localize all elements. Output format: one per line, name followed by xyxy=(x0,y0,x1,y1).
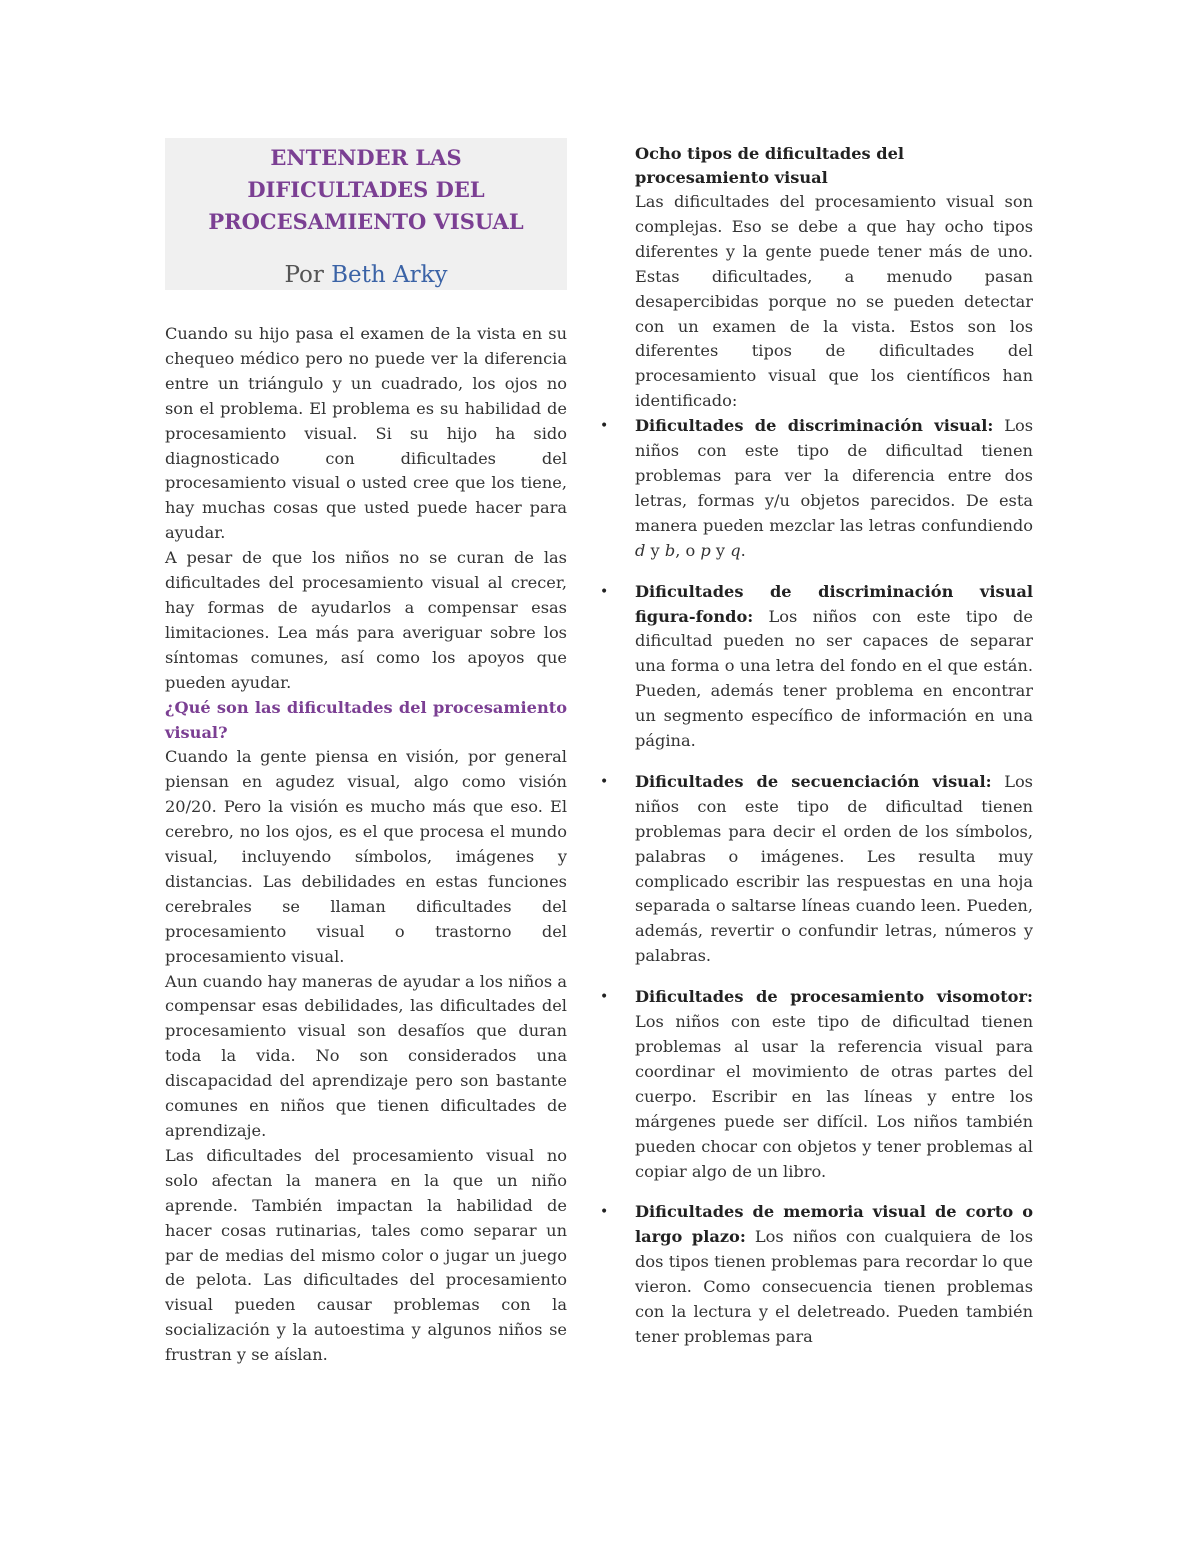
list-item xyxy=(600,414,1033,563)
item-text: y xyxy=(645,540,665,560)
item-label: Dificultades de discriminación visual figura-fondo: xyxy=(635,581,1033,626)
list-item xyxy=(600,985,1033,1184)
section-heading: Ocho tipos de dificultades del procesamiento visual xyxy=(635,144,905,187)
item-text: Los niños con cualquiera de los dos tipos tienen problemas para recordar lo que vieron. Como consecuencia tienen problemas con la lectura y el deletreado. Pueden también tener problemas para xyxy=(635,1227,1034,1346)
letter: d xyxy=(635,540,646,560)
item-text: . xyxy=(740,540,746,560)
list-item-text xyxy=(635,985,1033,1184)
item-text: , o xyxy=(675,540,701,560)
title-box xyxy=(165,138,567,290)
list-item xyxy=(600,770,1033,969)
letter: q xyxy=(730,540,741,560)
item-text: Los niños con este tipo de dificultad tienen problemas al usar la referencia visual para coordinar el movimiento de otras partes del cuerpo. Escribir en las líneas y entre los márgenes puede ser difícil. Los niños también pueden chocar con objetos y tener problemas al copiar algo de un libro. xyxy=(635,1012,1033,1181)
list-item xyxy=(600,580,1033,754)
bullet-icon: • xyxy=(600,1204,609,1221)
paragraph: Aun cuando hay maneras de ayudar a los niños a compensar esas debilidades, las dificultades del procesamiento visual son desafíos que duran toda la vida. No son considerados una discapacidad del aprendizaje pero son bastante comunes en niños que tienen dificultades de aprendizaje. xyxy=(165,971,567,1140)
document-title xyxy=(171,142,561,238)
left-column xyxy=(165,138,567,1368)
letter: p xyxy=(700,540,711,560)
list-item-text xyxy=(635,770,1033,969)
item-label: Dificultades de procesamiento visomotor: xyxy=(635,987,1033,1007)
paragraph: Las dificultades del procesamiento visual son complejas. Eso se debe a que hay ocho tipos diferentes y la gente puede tener más de uno. Estas dificultades, a menudo pasan desapercibidas porque no se pueden detectar con un examen de la vista. Estos son los diferentes tipos de dificultades del procesamiento visual que los científicos han identificado: xyxy=(635,192,1033,411)
title-line: PROCESAMIENTO VISUAL xyxy=(208,209,524,234)
bullet-icon: • xyxy=(600,989,609,1006)
bullet-icon: • xyxy=(600,418,609,435)
paragraph: A pesar de que los niños no se curan de las dificultades del procesamiento visual al crecer, hay formas de ayudarlos a compensar esas limitaciones. Lea más para averiguar sobre los síntomas comunes, así como los apoyos que pueden ayudar. xyxy=(165,548,567,692)
title-line: DIFICULTADES DEL xyxy=(247,177,485,202)
item-text: Los niños con este tipo de dificultad tienen problemas para decir el orden de los símbolos, palabras o imágenes. Les resulta muy complicado escribir las respuestas en una hoja separada o saltarse líneas cuando leen. Pueden, además, revertir o confundir letras, números y palabras. xyxy=(635,771,1033,966)
section-heading: ¿Qué son las dificultades del procesamiento visual? xyxy=(165,697,567,742)
byline xyxy=(171,260,561,290)
bullet-icon: • xyxy=(600,583,609,600)
item-text: Los niños con este tipo de dificultad tienen problemas para ver la diferencia entre dos letras, formas y/u objetos parecidos. De esta manera pueden mezclar las letras confundiendo xyxy=(635,416,1033,535)
list-item-text xyxy=(635,580,1033,754)
byline-prefix: Por xyxy=(284,262,324,288)
item-label: Dificultades de secuenciación visual: xyxy=(635,771,992,791)
list-item xyxy=(600,1200,1034,1349)
item-label: Dificultades de memoria visual de corto o largo plazo: xyxy=(635,1202,1033,1247)
item-text: y xyxy=(710,540,731,560)
title-line: ENTENDER LAS xyxy=(270,145,462,170)
item-label: Dificultades de discriminación visual: xyxy=(635,416,994,436)
letter: b xyxy=(664,540,676,560)
bullet-icon: • xyxy=(600,773,609,790)
author-name: Beth Arky xyxy=(331,262,448,288)
list-item-text xyxy=(635,414,1033,563)
paragraph: Cuando su hijo pasa el examen de la vista en su chequeo médico pero no puede ver la diferencia entre un triángulo y un cuadrado, los ojos no son el problema. El problema es su habilidad de procesamiento visual. Si su hijo ha sido diagnosticado con dificultades del procesamiento visual o usted cree que los tiene, hay muchas cosas que usted puede hacer para ayudar. xyxy=(165,324,567,543)
list-item-text xyxy=(635,1200,1033,1349)
paragraph: Cuando la gente piensa en visión, por general piensan en agudez visual, algo como visión 20/20. Pero la visión es mucho más que eso. El cerebro, no los ojos, es el que procesa el mundo visual, incluyendo símbolos, imágenes y distancias. Las debilidades en estas funciones cerebrales se llaman dificultades del procesamiento visual o trastorno del procesamiento visual. xyxy=(165,747,567,966)
paragraph: Las dificultades del procesamiento visual no solo afectan la manera en la que un niño aprende. También impactan la habilidad de hacer cosas rutinarias, tales como separar un par de medias del mismo color o jugar un juego de pelota. Las dificultades del procesamiento visual pueden causar problemas con la socialización y la autoestima y algunos niños se frustran y se aíslan. xyxy=(165,1145,567,1365)
right-column xyxy=(600,142,1034,1366)
difficulty-list xyxy=(600,414,1034,1350)
item-text: Los niños con este tipo de dificultad pueden no ser capaces de separar una forma o una letra del fondo en el que están. Pueden, además tener problema en encontrar un segmento específico de información en una página. xyxy=(635,606,1033,751)
